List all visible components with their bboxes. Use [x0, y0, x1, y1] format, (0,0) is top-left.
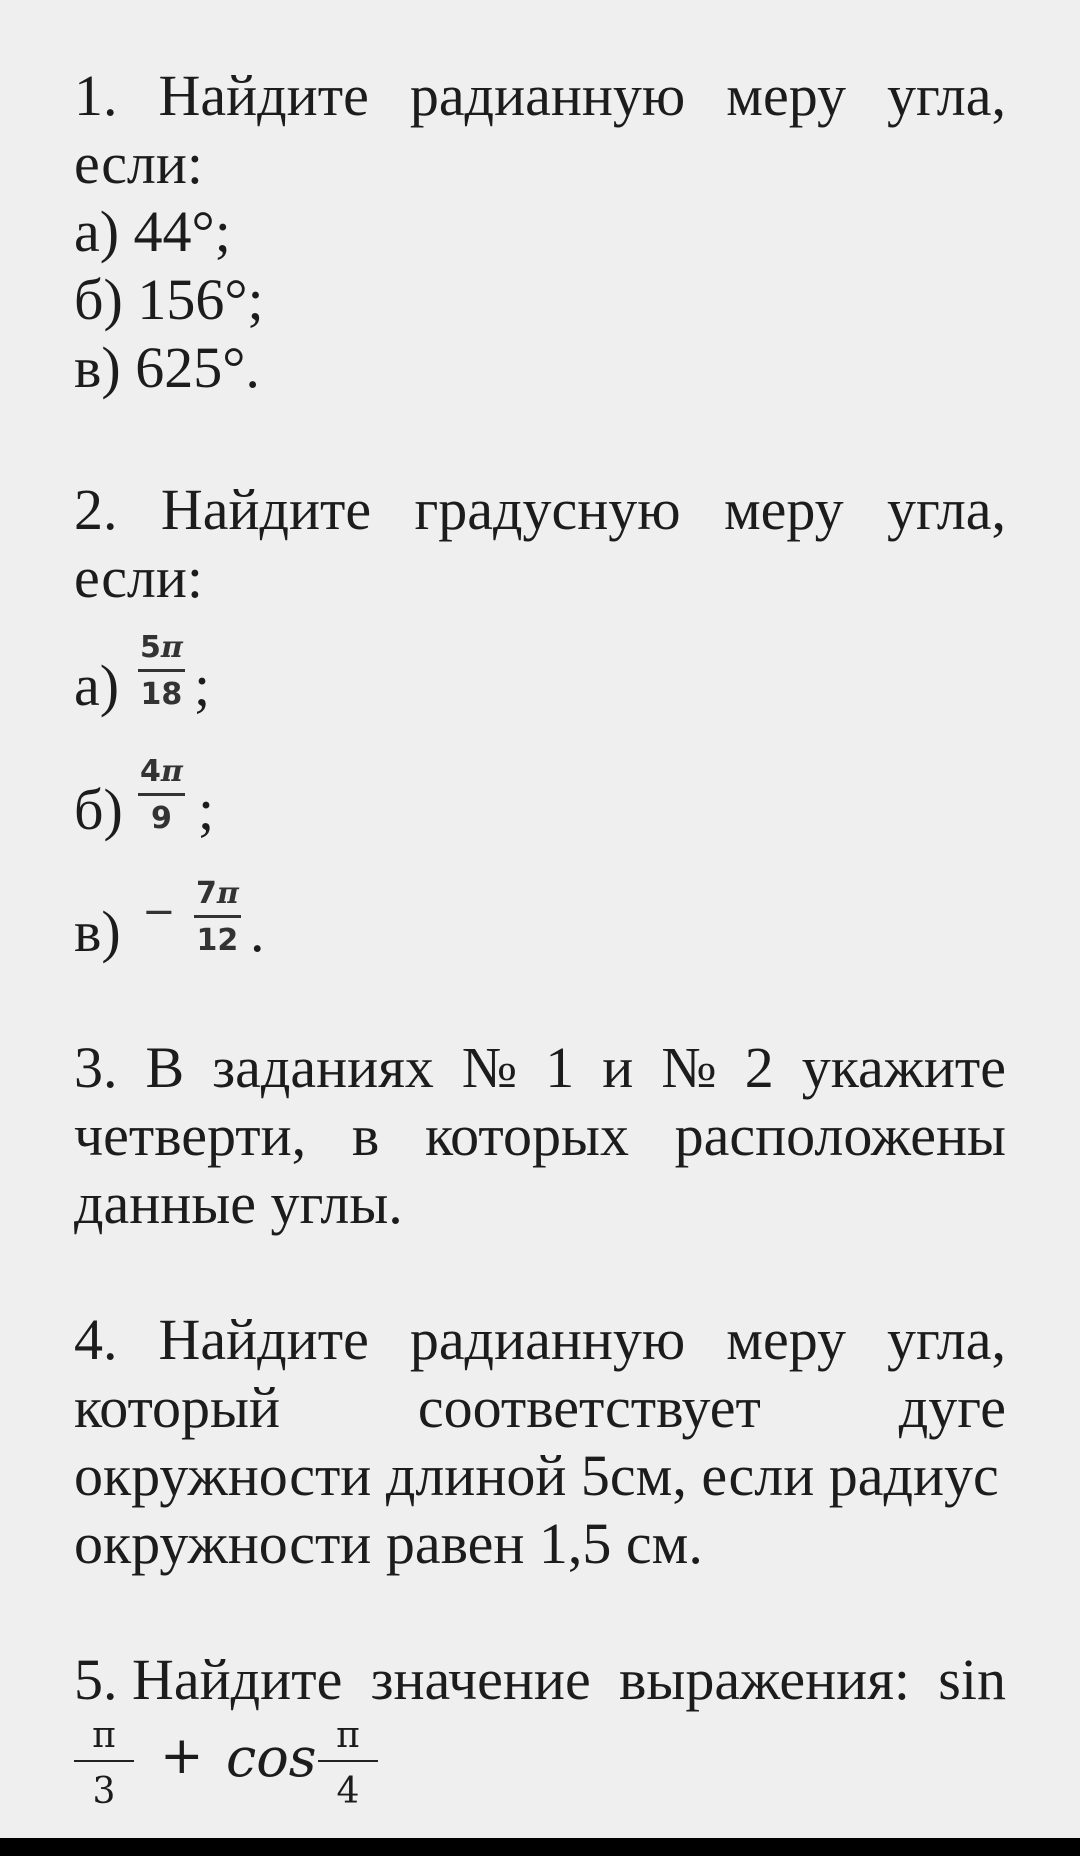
cos-function: cos: [226, 1726, 317, 1789]
word: 1.: [74, 63, 118, 128]
task-2-line-2: если:: [74, 545, 204, 610]
spacer: [74, 974, 1006, 1034]
fraction-numerator: [138, 755, 185, 796]
fraction: [194, 877, 241, 958]
word: которых: [424, 1103, 629, 1168]
word: укажите: [801, 1035, 1006, 1100]
word: Найдите: [160, 477, 372, 542]
task-4-line-2: [74, 1374, 1006, 1442]
bottom-bar: [0, 1838, 1080, 1856]
word: в: [351, 1103, 380, 1168]
spacer: [74, 1238, 1006, 1306]
task-2: [74, 476, 1006, 974]
task-2-line-1: [74, 476, 1006, 544]
fraction: [138, 755, 185, 836]
fraction-denominator: 12: [196, 923, 239, 958]
task-1-item-a: а) 44°;: [74, 199, 231, 264]
task-1-item-c: в) 625°.: [74, 335, 260, 400]
word: 3.: [74, 1035, 118, 1100]
task-2-item-b: [74, 726, 1006, 852]
word: 2.: [74, 477, 118, 542]
word: меру: [726, 1307, 846, 1372]
word: значение: [370, 1647, 591, 1712]
word: радианную: [409, 1307, 686, 1372]
fraction-denominator: 4: [336, 1771, 360, 1812]
item-label: а): [74, 653, 120, 718]
task-1-line-2: если:: [74, 131, 204, 196]
task-1-item-b: б) 156°;: [74, 267, 264, 332]
word: градусную: [414, 477, 681, 542]
punctuation: .: [250, 899, 265, 964]
fraction-denominator: 18: [140, 677, 183, 712]
word: выражения:: [618, 1647, 911, 1712]
task-2-item-a: [74, 602, 1006, 728]
punctuation: ;: [194, 653, 211, 718]
numerator-coef: 4: [140, 754, 161, 789]
item-label: в): [74, 899, 121, 964]
task-4-line-3: окружности длиной 5см, если радиус: [74, 1443, 999, 1508]
numerator-coef: 5: [140, 630, 161, 665]
word: №: [661, 1035, 717, 1100]
word: заданиях: [212, 1035, 434, 1100]
item-label: б): [74, 777, 123, 842]
word: 1: [545, 1035, 575, 1100]
fraction: [138, 631, 185, 712]
task-5-line-1: [74, 1646, 1006, 1714]
task-3-line-3: данные углы.: [74, 1171, 403, 1236]
task-1: [74, 62, 1006, 402]
word: соответствует: [417, 1375, 761, 1440]
pi-symbol: π: [160, 630, 183, 665]
task-2-item-c: [74, 848, 1006, 974]
word: Найдите: [158, 63, 369, 128]
word: Найдите: [158, 1307, 369, 1372]
task-4-line-4: окружности равен 1,5 см.: [74, 1511, 703, 1576]
spacer: [74, 1578, 1006, 1646]
word: дуге: [898, 1375, 1006, 1440]
word: угла,: [886, 63, 1006, 128]
word: который: [74, 1375, 281, 1440]
word: и: [602, 1035, 634, 1100]
fraction-pi-over-3: [74, 1714, 134, 1814]
word: sin: [938, 1647, 1006, 1712]
task-3: [74, 1034, 1006, 1238]
word: расположены: [674, 1103, 1006, 1168]
word: №: [461, 1035, 518, 1100]
word: меру: [726, 63, 846, 128]
word: 4.: [74, 1307, 118, 1372]
fraction-denominator: 3: [92, 1771, 116, 1812]
fraction-pi-over-4: [318, 1714, 378, 1814]
word: 2: [744, 1035, 774, 1100]
fraction-numerator: π: [318, 1714, 378, 1762]
word: 5. Найдите: [74, 1647, 343, 1712]
task-3-line-1: [74, 1034, 1006, 1102]
task-1-line-1: [74, 62, 1006, 130]
fraction-denominator: 9: [150, 801, 172, 836]
fraction-numerator: π: [74, 1714, 134, 1762]
numerator-coef: 7: [196, 876, 217, 911]
task-4-line-1: [74, 1306, 1006, 1374]
pi-symbol: π: [160, 754, 183, 789]
word: угла,: [886, 1307, 1006, 1372]
word: радианную: [409, 63, 686, 128]
pi-symbol: π: [216, 876, 239, 911]
task-4: [74, 1306, 1006, 1578]
task-5-expression: [74, 1714, 1006, 1814]
word: угла,: [886, 477, 1006, 542]
plus-sign: +: [160, 1726, 204, 1786]
spacer: [74, 402, 1006, 470]
fraction-numerator: [194, 877, 241, 918]
word: меру: [723, 477, 844, 542]
punctuation: ;: [198, 777, 215, 842]
task-3-line-2: [74, 1102, 1006, 1170]
word: В: [145, 1035, 185, 1100]
task-5: [74, 1646, 1006, 1814]
minus-sign: −: [142, 889, 176, 935]
word: четверти,: [74, 1103, 307, 1168]
fraction-numerator: [138, 631, 185, 672]
document-page: [74, 62, 1006, 1814]
